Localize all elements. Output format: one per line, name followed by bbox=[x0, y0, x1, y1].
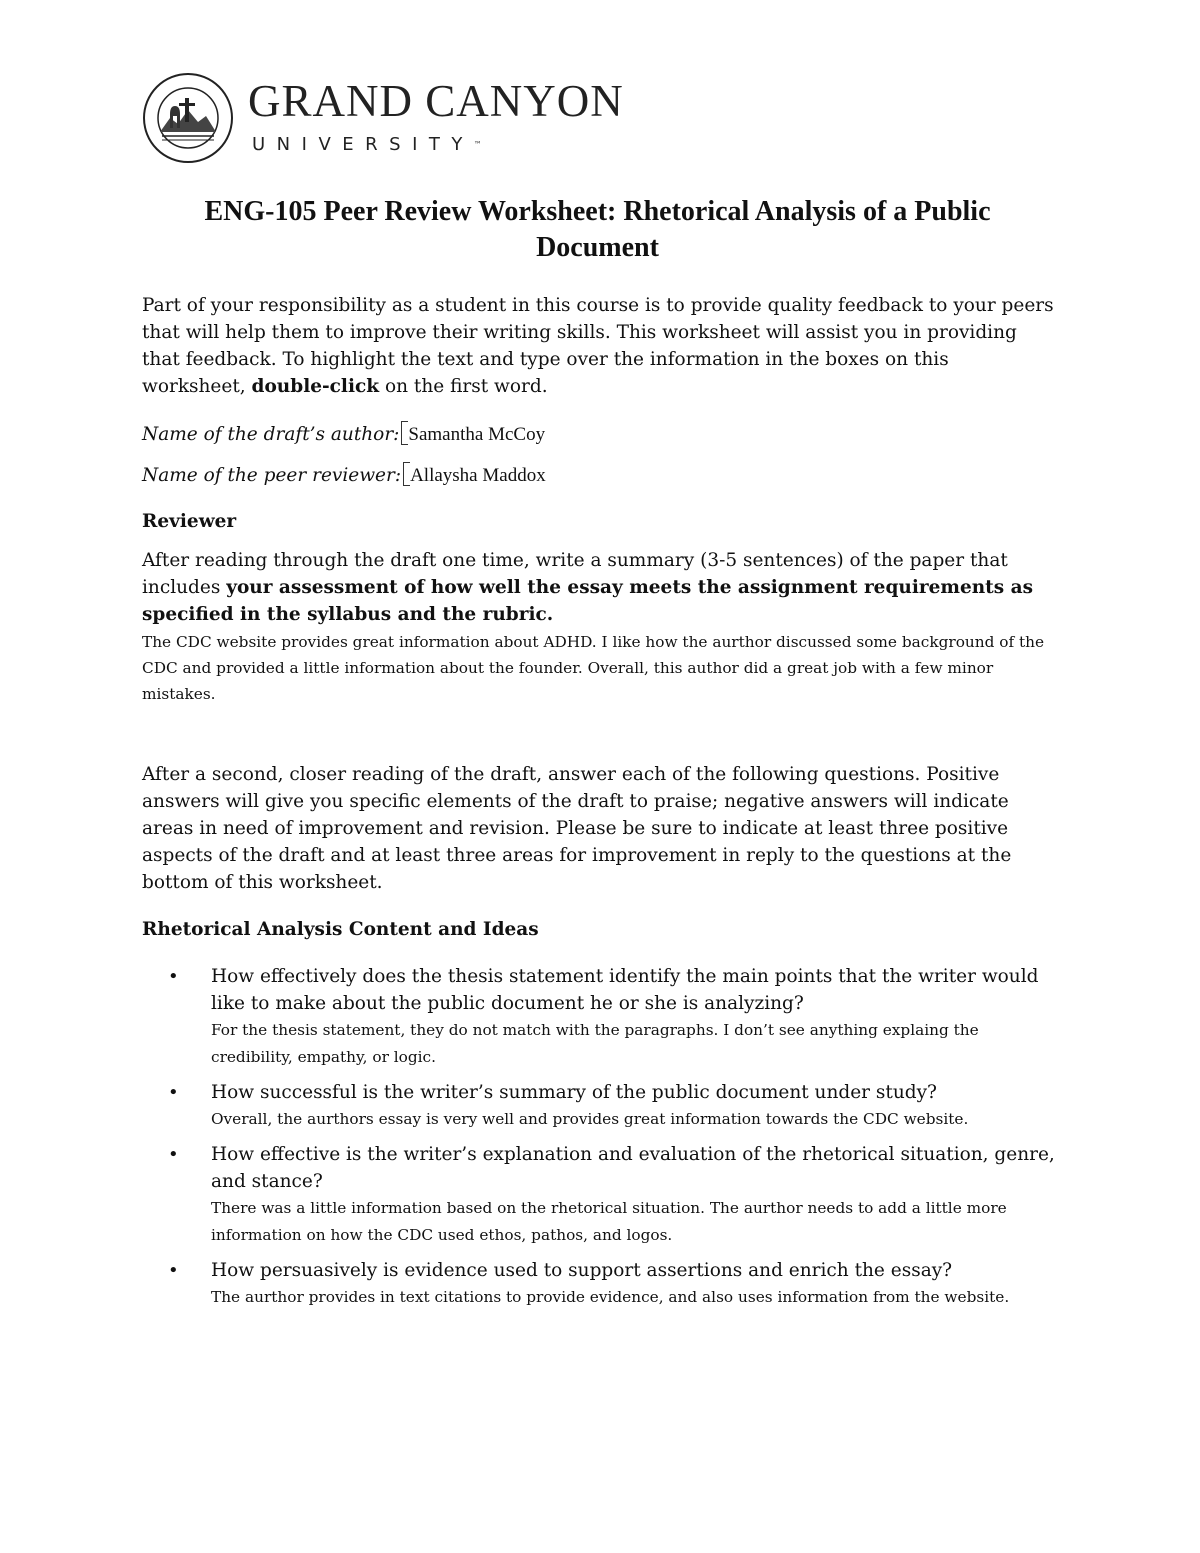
logo-wordmark-name: GRAND CANYON bbox=[248, 76, 624, 126]
list-item bbox=[166, 963, 1061, 1071]
university-logo bbox=[140, 72, 624, 164]
author-name-label: Name of the draft’s author: bbox=[142, 424, 400, 445]
reviewer-heading: Reviewer bbox=[142, 511, 237, 532]
reviewer-name-field[interactable]: Allaysha Maddox bbox=[410, 465, 546, 486]
answer-field[interactable]: There was a little information based on the rhetorical situation. The aurthor needs to add a little more information on how the CDC used ethos, pathos, and logos. bbox=[211, 1199, 1007, 1244]
answer-field[interactable]: Overall, the aurthors essay is very well and provides great information towards the CDC website. bbox=[211, 1110, 969, 1128]
bullet-icon: • bbox=[168, 1260, 179, 1281]
answer-field[interactable]: For the thesis statement, they do not match with the paragraphs. I don’t see anything explaing the credibility, empathy, or logic. bbox=[211, 1021, 979, 1066]
bullet-icon: • bbox=[168, 966, 179, 987]
question-list bbox=[166, 963, 1061, 1319]
summary-response-field[interactable]: The CDC website provides great information about ADHD. I like how the aurthor discussed some background of the CDC and provided a little information about the founder. Overall, this author did a great job with a few minor mistakes. bbox=[142, 633, 1045, 703]
reviewer-name-row bbox=[142, 462, 546, 489]
question-text: How persuasively is evidence used to support assertions and enrich the essay? bbox=[211, 1260, 953, 1281]
author-name-row bbox=[142, 421, 545, 448]
worksheet-title: ENG-105 Peer Review Worksheet: Rhetorical Analysis of a Public Document bbox=[204, 196, 991, 263]
list-item bbox=[166, 1079, 1061, 1133]
summary-prompt-bold: your assessment of how well the essay meets the assignment requirements as specified in the syllabus and the rubric. bbox=[142, 577, 1033, 625]
list-item bbox=[166, 1257, 1061, 1311]
content-ideas-heading: Rhetorical Analysis Content and Ideas bbox=[142, 919, 539, 940]
bullet-icon: • bbox=[168, 1144, 179, 1165]
intro-paragraph: Part of your responsibility as a student in this course is to provide quality feedback to your peers that will help them to improve their writing skills. This worksheet will assist you in providing that feedback. To highlight the text and type over the information in the boxes on this worksheet, double-click on the first word. bbox=[142, 295, 1054, 397]
university-seal-icon bbox=[140, 72, 236, 164]
logo-wordmark-university: UNIVERSITY™ bbox=[252, 134, 482, 155]
question-text: How effectively does the thesis statement identify the main points that the writer would like to make about the public document he or she is analyzing? bbox=[211, 966, 1039, 1014]
trademark-mark: ™ bbox=[473, 140, 482, 149]
answer-field[interactable]: The aurthor provides in text citations to provide evidence, and also uses information from the website. bbox=[211, 1288, 1010, 1306]
reviewer-name-label: Name of the peer reviewer: bbox=[142, 465, 402, 486]
intro-bold-instruction: double-click bbox=[251, 376, 380, 397]
bullet-icon: • bbox=[168, 1082, 179, 1103]
question-text: How effective is the writer’s explanation and evaluation of the rhetorical situation, genre, and stance? bbox=[211, 1144, 1055, 1192]
list-item bbox=[166, 1141, 1061, 1249]
second-reading-instructions: After a second, closer reading of the draft, answer each of the following questions. Positive answers will give you specific elements of the draft to praise; negative answers will indicate areas in need of improvement and revision. Please be sure to indicate at least three positive aspects of the draft and at least three areas for improvement in reply to the questions at the bottom of this worksheet. bbox=[142, 764, 1012, 893]
question-text: How successful is the writer’s summary of the public document under study? bbox=[211, 1082, 937, 1103]
author-name-field[interactable]: Samantha McCoy bbox=[408, 424, 546, 445]
summary-prompt: After reading through the draft one time, write a summary (3-5 sentences) of the paper that includes your assessment of how well the essay meets the assignment requirements as specified in the syllabus and the rubric. bbox=[142, 550, 1033, 625]
